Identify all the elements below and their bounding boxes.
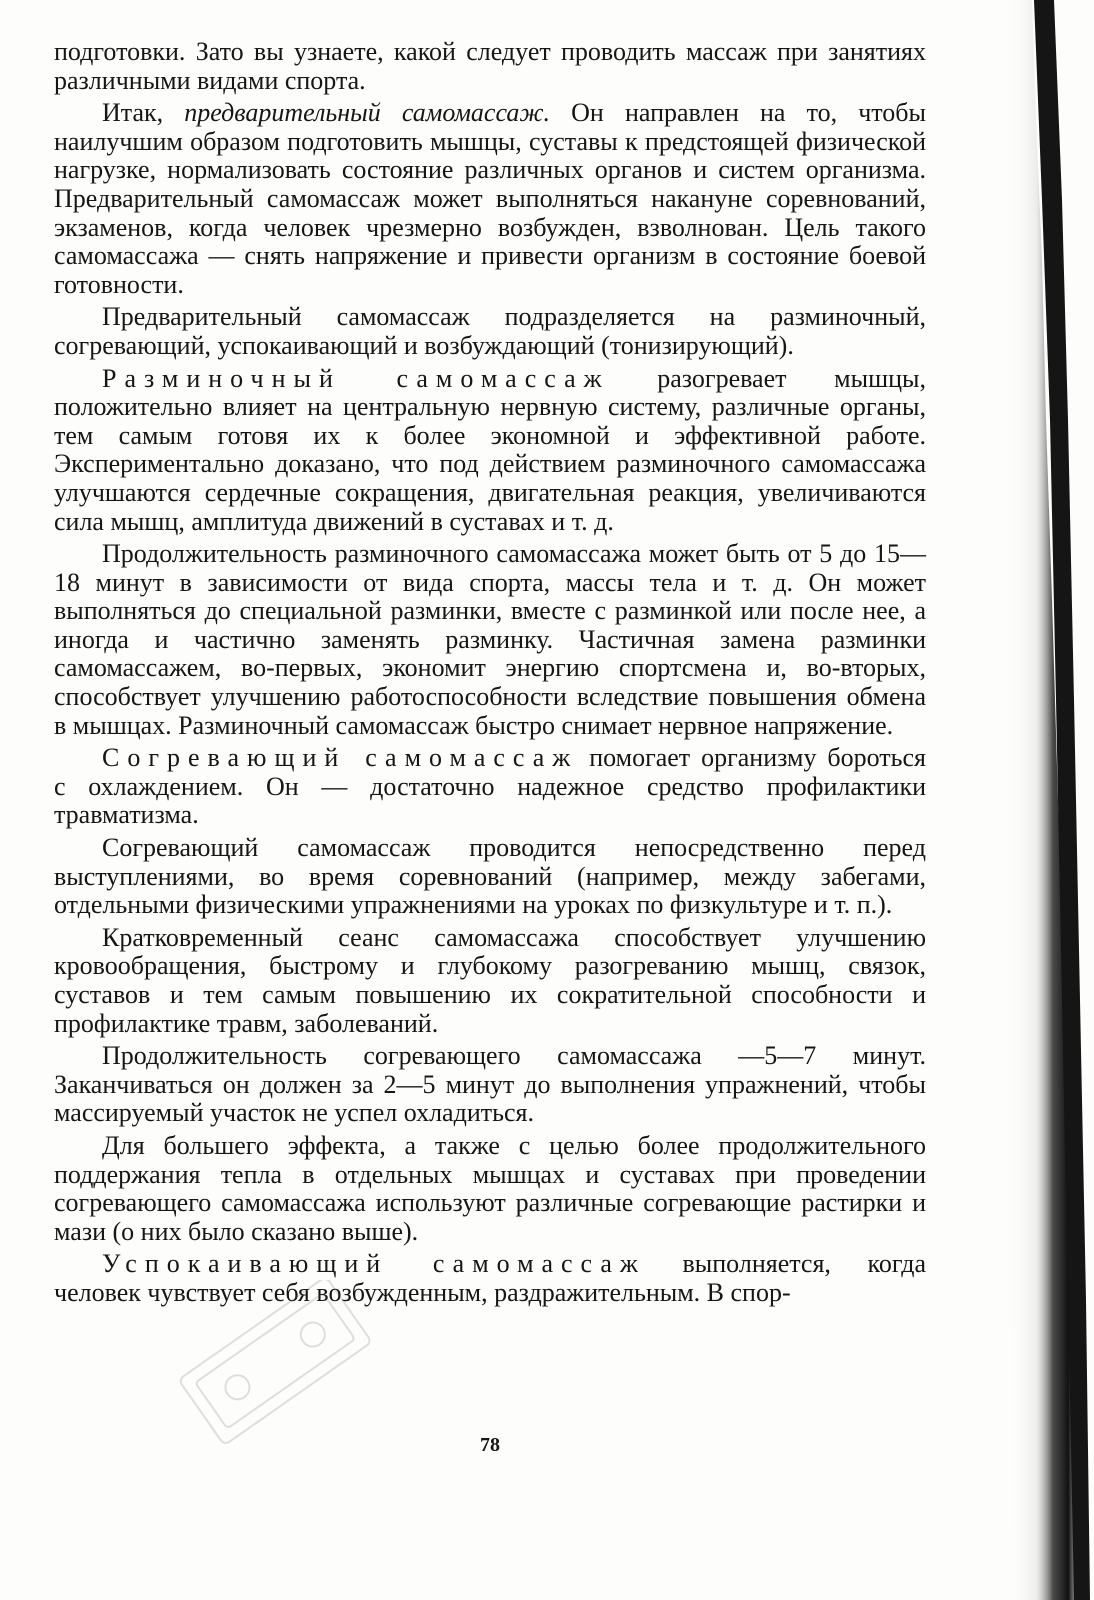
- paragraph-1-text: подготовки. Зато вы узнаете, какой следует проводить массаж при занятиях различными видами спорта.: [54, 37, 926, 95]
- term-calming-self-massage: Успокаивающий самомассаж: [102, 1249, 646, 1279]
- page-number: 78: [480, 1434, 500, 1456]
- paragraph-5-text: Продолжительность разминочного самомассажа может быть от 5 до 15—18 минут в зависимости от вида спорта, массы тела и т. д. Он может выполняться до специальной разминки, вместе с разминкой или после нее, а иногда и частично заменять разминку. Частичная замена разминки самомассажем, во-первых, экономит энергию спортсмена и, во-вторых, способствует улучшению работоспособности вследствие повышения обмена в мышцах. Разминочный самомассаж быстро снимает нервное напряжение.: [54, 539, 926, 740]
- paragraph-5: [54, 540, 926, 740]
- term-warm-up-self-massage: Разминочный самомассаж: [102, 363, 610, 393]
- paragraph-10-text: Для большего эффекта, а также с целью более продолжительного поддержания тепла в отдельных мышцах и суставах при проведении согревающего самомассажа используют различные согревающие растирки и мази (о них было сказано выше).: [54, 1130, 926, 1246]
- page-text: [54, 38, 926, 1312]
- paragraph-8-text: Кратковременный сеанс самомассажа способствует улучшению кровообращения, быстрому и глубокому разогреванию мышц, связок, суставов и тем самым повышению их сократительной способности и профилактике травм, заболеваний.: [54, 922, 926, 1038]
- faint-stamp-watermark: [148, 1280, 408, 1450]
- paragraph-1: [54, 38, 926, 95]
- term-warming-self-massage: Согревающий самомассаж: [102, 743, 579, 773]
- paragraph-2-text: Он направлен на то, чтобы наилучшим образом подготовить мышцы, суставы к предстоящей физической нагрузке, нормализовать состояние различных органов и систем организма. Предварительный самомассаж может выполняться накануне соревнований, экзаменов, когда человек чрезмерно возбужден, взволнован. Цель такого самомассажа — снять напряжение и привести организм в состояние боевой готовности.: [54, 98, 926, 299]
- paragraph-8: [54, 924, 926, 1038]
- paragraph-7: [54, 834, 926, 920]
- paragraph-6-text: помогает организму бороться с охлаждением. Он — достаточно надежное средство профилактики травматизма.: [54, 743, 926, 830]
- paragraph-2: [54, 99, 926, 299]
- paragraph-10: [54, 1132, 926, 1246]
- paragraph-11-text: выполняется, когда человек чувствует себя возбужденным, раздражительным. В спор-: [54, 1249, 926, 1307]
- paragraph-6: [54, 744, 926, 830]
- paragraph-7-text: Согревающий самомассаж проводится непосредственно перед выступлениями, во время соревнований (например, между забегами, отдельными физическими упражнениями на уроках по физкультуре и т. п.).: [54, 833, 926, 920]
- paragraph-2-lead: Итак,: [102, 98, 185, 128]
- paragraph-3-text: Предварительный самомассаж подразделяется на разминочный, согревающий, успокаивающий и возбуждающий (тонизирующий).: [54, 302, 926, 360]
- term-preliminary-self-massage: предварительный самомассаж.: [184, 98, 551, 128]
- paragraph-9: [54, 1042, 926, 1128]
- paragraph-9-text: Продолжительность согревающего самомассажа —5—7 минут. Заканчиваться он должен за 2—5 минут до выполнения упражнений, чтобы массируемый участок не успел охладиться.: [54, 1041, 926, 1128]
- paragraph-3: [54, 303, 926, 360]
- paragraph-4-text: разогревает мышцы, положительно влияет на центральную нервную систему, различные органы, тем самым готовя их к более экономной и эффективной работе. Экспериментально доказано, что под действием разминочного самомассажа улучшаются сердечные сокращения, двигательная реакция, увеличиваются сила мышц, амплитуда движений в суставах и т. д.: [54, 363, 926, 536]
- scanned-page-edge: [962, 0, 1094, 1600]
- paragraph-4: [54, 365, 926, 537]
